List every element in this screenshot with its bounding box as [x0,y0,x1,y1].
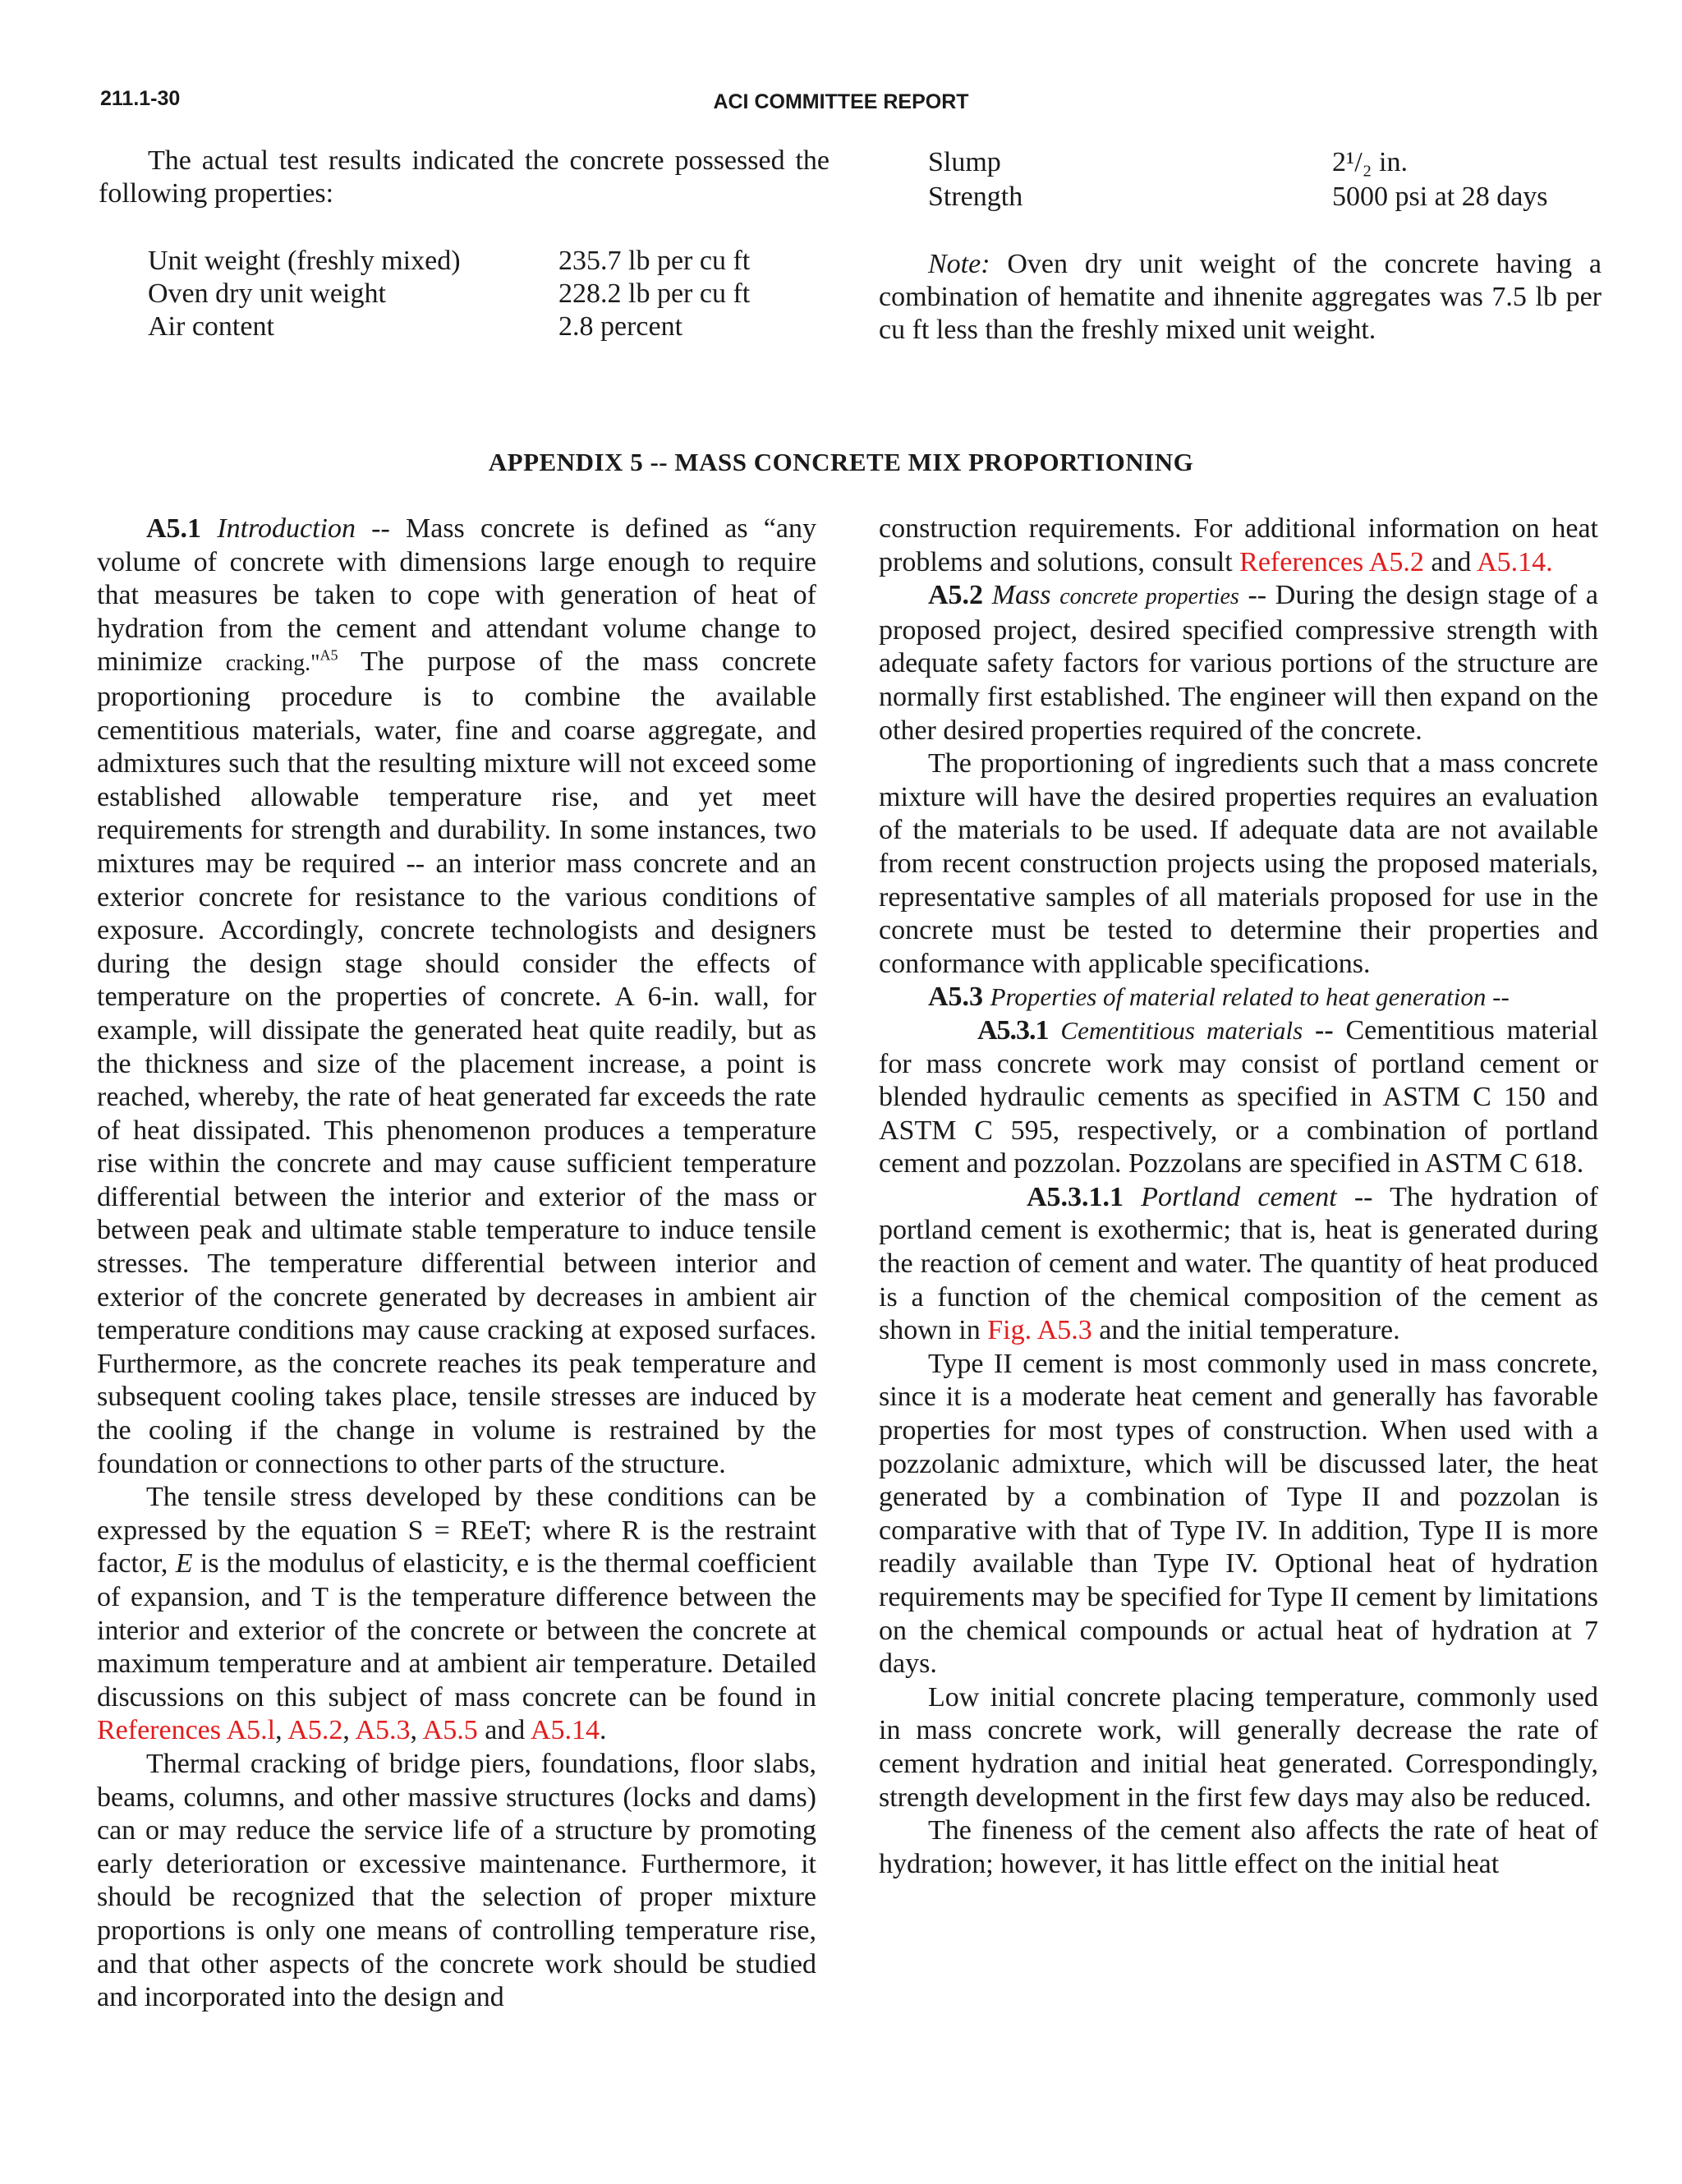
paragraph-text: is the modulus of elasticity, e is the thermal coefficient of expansion, and T is the temperature difference between the interior and exterior of the concrete or between the concrete at maximum temperature and at ambient air temperature. Detailed discussions on this subject of mass concrete can be found in [97,1548,816,1713]
equation-variable: E [175,1548,193,1579]
reference-link[interactable]: References A5.2 [1239,546,1424,577]
appendix-title: APPENDIX 5 -- MASS CONCRETE MIX PROPORTIONING [488,448,1194,476]
continued-paragraph [879,513,1598,579]
placing-temperature-paragraph: Low initial concrete placing temperature, commonly used in mass concrete work, will generally decrease the rate of cement hydration and initial heat generated. Correspondingly, strength development in the first few days may also be reduced. [879,1681,1598,1813]
figure-link[interactable]: Fig. A5.3 [987,1315,1092,1346]
separator: , [410,1715,423,1746]
proportioning-paragraph: The proportioning of ingredients such that a mass concrete mixture will have the desired properties requires an evaluation of the materials to be used. If adequate data are not available from recent construction projects using the proposed materials, representative samples of all materials proposed for use in the concrete must be tested to determine their properties and conformance with applicable specifications. [879,748,1598,979]
property-value: 235.7 lb per cu ft [558,246,751,276]
section-a5-3-heading [879,981,1598,1014]
property-label: Oven dry unit weight [148,278,386,309]
separator: and [477,1715,531,1746]
separator: . [599,1715,607,1746]
fineness-paragraph: The fineness of the cement also affects the rate of heat of hydration; however, it has little effect on the initial heat [879,1815,1598,1879]
paragraph-text: Cementitious material for mass concrete work may consist of portland cement or blended hydraulic cements as specified in ASTM C 150 and ASTM C 595, respectively, or a combination of portland cement and pozzolan. Pozzolans are specified in ASTM C 618. [879,1014,1599,1179]
properties-table-continued [879,146,1602,215]
separator: , [275,1715,288,1746]
right-column [879,513,1598,1881]
intro-paragraph: The actual test results indicated the concrete possessed the following properties: [99,145,830,209]
separator: , [342,1715,356,1746]
property-value: 2.8 percent [558,311,683,342]
paragraph-text: -- During the design stage of a proposed project, desired specified compressive strength with adequate safety factors for various portions of the structure are normally first established. The engineer will then expand on the other desired properties required of the concrete. [879,580,1599,746]
separator: and [1423,546,1477,577]
property-label: Unit weight (freshly mixed) [148,246,461,276]
property-row [879,146,1602,181]
section-number: A5.1 [146,513,202,544]
properties-table [148,245,788,343]
footnote-marker: A5 [319,647,338,664]
paragraph-text: construction requirements. For additional information on heat problems and solutions, consult [879,513,1598,577]
section-heading: concrete properties [1059,584,1239,610]
section-heading: Mass [991,580,1051,611]
property-value: 228.2 lb per cu ft [558,278,751,309]
section-a5-1-paragraph [97,513,816,1481]
page-number: 211.1-30 [100,87,181,110]
property-label: Slump [928,147,1001,177]
paragraph-text: cracking." [225,651,320,677]
section-a5-3-1-1-paragraph [879,1181,1598,1348]
reference-link[interactable]: A5.2 [287,1715,343,1746]
section-heading: Cementitious materials [1060,1015,1303,1045]
separator: -- [1303,1014,1334,1046]
section-a5-2-paragraph [879,579,1598,747]
section-a5-3-1-paragraph [879,1014,1598,1181]
running-header: ACI COMMITTEE REPORT [713,90,969,113]
type-ii-cement-paragraph: Type II cement is most commonly used in mass concrete, since it is a moderate heat cement and generally has favorable properties for most types of construction. When used with a pozzolanic admixture, which will be discussed later, the heat generated by a combination of Type II and pozzolan is comparative with that of Type IV. In addition, Type II is more readily available than Type IV. Optional heat of hydration requirements may be specified for Type II cement by limitations on the chemical compounds or actual heat of hydration at 7 days. [879,1348,1598,1680]
reference-link[interactable]: A5.5 [422,1715,478,1746]
note-text: Oven dry unit weight of the concrete having a combination of hematite and ihnenite aggregates was 7.5 lb per cu ft less than the freshly mixed unit weight. [879,249,1602,345]
section-number: A5.3.1.1 [1027,1181,1124,1212]
reference-link[interactable]: A5.14. [1477,546,1553,577]
thermal-cracking-paragraph: Thermal cracking of bridge piers, foundations, floor slabs, beams, columns, and other massive structures (locks and dams) can or may reduce the service life of a structure by promoting early deterioration or excessive maintenance. Furthermore, it should be recognized that the selection of proper mixture proportions is only one means of controlling temperature rise, and that other aspects of the concrete work should be studied and incorporated into the design and [97,1748,816,2013]
property-value: 2¹/₂ in. [1332,147,1408,177]
tensile-stress-paragraph [97,1481,816,1748]
left-column [97,513,816,2015]
reference-link[interactable]: A5.3 [355,1715,411,1746]
paragraph-text: The purpose of the mass concrete proportioning procedure is to combine the available cementitious materials, water, fine and coarse aggregate, and admixtures such that the resulting mixture will not exceed some established allowable temperature rise, and yet meet requirements for strength and durability. In some instances, two mixtures may be required -- an interior mass concrete and an exterior concrete for resistance to the various conditions of exposure. Accordingly, concrete technologists and designers during the design stage should consider the effects of temperature on the properties of concrete. A 6-in. wall, for example, will dissipate the generated heat quite readily, but as the thickness and size of the placement increase, a point is reached, whereby, the rate of heat generated far exceeds the rate of heat dissipated. This phenomenon produces a temperature rise within the concrete and may cause sufficient temperature differential between the interior and exterior of the mass or between peak and ultimate stable temperature to induce tensile stresses. The temperature differential between interior and exterior of the concrete generated by decreases in ambient air temperature conditions may cause cracking at exposed surfaces. Furthermore, as the concrete reaches its peak temperature and subsequent cooling takes place, tensile stresses are induced by the cooling if the change in volume is restrained by the foundation or connections to other parts of the structure. [97,646,816,1479]
property-row [148,278,788,310]
section-number: A5.2 [928,580,984,611]
section-heading: Portland cement [1141,1181,1337,1212]
section-number: A5.3 [928,982,984,1013]
paragraph-text: -- Mass concrete is defined as “any volume of concrete with dimensions large enough to require that measures be taken to cope with generation of heat of hydration from the cement and attendant volume change to minimize [97,513,816,678]
note-paragraph [879,248,1602,347]
paragraph-text: The tensile stress developed by these conditions can be expressed by the equation S = REeT; where R is the restraint factor, [97,1482,816,1579]
reference-link[interactable]: References A5.l [97,1715,276,1746]
reference-link[interactable]: A5.14 [530,1715,600,1746]
property-row [148,245,788,278]
note-label: Note: [928,249,990,279]
paragraph-text: -- The hydration of portland cement is exothermic; that is, heat is generated during the reaction of cement and water. The quantity of heat produced is a function of the chemical composition of the cement as shown in [879,1181,1598,1346]
test-results-intro [99,145,830,210]
property-row [879,181,1602,215]
property-value: 5000 psi at 28 days [1332,182,1548,212]
section-number: A5.3.1 [977,1014,1049,1046]
paragraph-text: and the initial temperature. [1091,1315,1400,1346]
property-label: Strength [928,182,1023,212]
property-row [148,310,788,343]
property-label: Air content [148,311,274,342]
section-heading: Properties of material related to heat generation -- [990,982,1510,1012]
section-heading: Introduction [217,513,356,544]
